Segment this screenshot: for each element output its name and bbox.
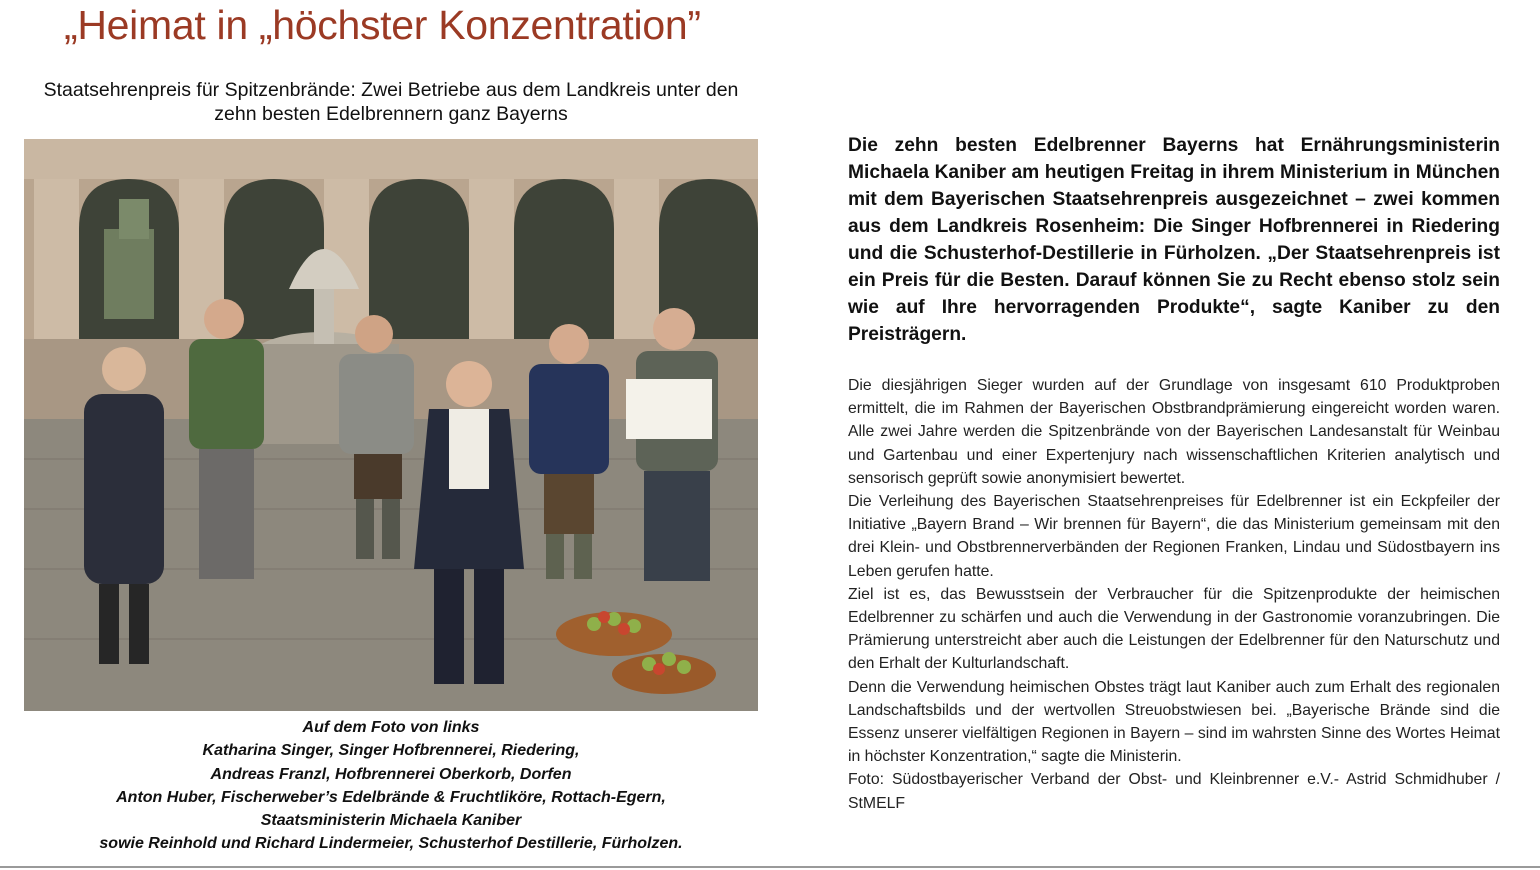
- body-paragraph: Denn die Verwendung heimischen Obstes trägt laut Kaniber auch zum Erhalt des regionalen Landschaftsbilds und der wertvollen Streuobstwiesen bei. „Bayerische Brände sind die Essenz unserer vielfältigen Regionen in Bayern – sind im wahrsten Sinne des Wortes Heimat in höchster Konzentration,“ sagte die Ministerin.: [848, 678, 1500, 766]
- caption-line: Anton Huber, Fischerweber’s Edelbrände & Fruchtliköre, Rottach-Egern,: [116, 788, 666, 806]
- body-paragraph: Ziel ist es, das Bewusstsein der Verbraucher für die Spitzenprodukte der heimischen Edelbrenner zu schärfen und auch die Verwendung in der Gastronomie voranzubringen. Die Prämierung unterstreicht aber auch die Leistungen der Edelbrenner für den Naturschutz und den Erhalt der Kulturlandschaft.: [848, 585, 1500, 673]
- award-photo: [24, 139, 758, 711]
- article-subtitle: Staatsehrenpreis für Spitzenbrände: Zwei Betriebe aus dem Landkreis unter den zehn besten Edelbrennern ganz Bayerns: [43, 79, 739, 125]
- caption-line: Katharina Singer, Singer Hofbrennerei, Riedering,: [202, 742, 580, 760]
- body-paragraph: Die Verleihung des Bayerischen Staatsehrenpreises für Edelbrenner ist ein Eckpfeiler der Initiative „Bayern Brand – Wir brennen für Bayern“, die das Ministerium gemeinsam mit den drei Klein- und Obstbrennerverbänden der Regionen Franken, Lindau und Südostbayern ins Leben gerufen hatte.: [848, 493, 1500, 580]
- caption-line: Andreas Franzl, Hofbrennerei Oberkorb, Dorfen: [210, 765, 572, 783]
- lead-paragraph: Die zehn besten Edelbrenner Bayerns hat Ernährungsministerin Michaela Kaniber am heutigen Freitag in ihrem Ministerium in München mit dem Bayerischen Staatsehrenpreis ausgezeichnet – zwei kommen aus dem Landkreis Rosenheim: Die Singer Hofbrennerei in Riedering und die Schusterhof-Destillerie in Fürholzen. „Der Staatsehrenpreis ist ein Preis für die Besten. Darauf können Sie zu Recht ebenso stolz sein wie auf Ihre hervorragenden Produkte“, sagte Kaniber zu den Preisträgern.: [848, 135, 1500, 345]
- photo-credit: Foto: Südostbayerischer Verband der Obst- und Kleinbrenner e.V.- Astrid Schmidhuber / StMELF: [848, 771, 1500, 812]
- caption-line: sowie Reinhold und Richard Lindermeier, Schusterhof Destillerie, Fürholzen.: [99, 835, 683, 853]
- caption-line: Auf dem Foto von links: [302, 719, 480, 736]
- body-paragraph: Die diesjährigen Sieger wurden auf der Grundlage von insgesamt 610 Produktproben ermittelt, die im Rahmen der Bayerischen Obstbrandprämierung eingereicht worden waren. Alle zwei Jahre werden die Spitzenbrände von der Bayerischen Landesanstalt für Weinbau und Gartenbau und einer Expertenjury nach wissenschaftlichen Kriterien analytisch und sensorisch geprüft sowie anonymisiert bewertet.: [848, 377, 1500, 487]
- caption-line: Staatsministerin Michaela Kaniber: [260, 812, 522, 830]
- article-title: „Heimat in „höchster Konzentration”: [64, 2, 701, 48]
- page-divider: [0, 866, 1540, 868]
- photo-caption: [24, 716, 758, 856]
- article-body: [848, 374, 1500, 815]
